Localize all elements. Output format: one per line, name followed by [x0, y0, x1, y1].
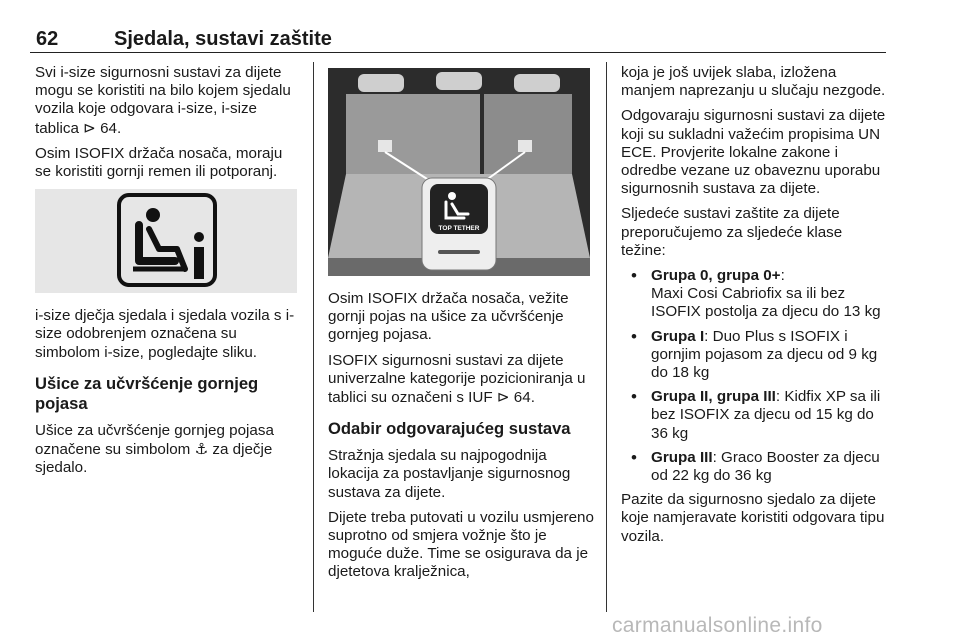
- reference-arrow-icon: ⊳: [83, 118, 96, 137]
- reference-arrow-icon: ⊳: [496, 388, 510, 407]
- paragraph: Osim ISOFIX držača nosača, moraju se koristiti gornji remen ili potporanj.: [35, 144, 283, 181]
- column-divider-1: [313, 62, 314, 612]
- cargo-area-illustration: [328, 68, 590, 276]
- list-item: • Grupa III: Graco Booster za djecu od 22 kg do 36 kg: [621, 449, 887, 485]
- column-2: [328, 64, 594, 589]
- paragraph: Osim ISOFIX držača nosača, vežite gornji pojas na ušice za učvršćenje gornjeg pojasa.: [328, 290, 569, 344]
- recommendation-list: [621, 267, 887, 485]
- watermark: carmanualsonline.info: [612, 614, 823, 637]
- list-item: • Grupa 0, grupa 0+: Maxi Cosi Cabriofix sa ili bez ISOFIX postolja za djecu do 13 kg: [621, 267, 887, 322]
- section-title: Sjedala, sustavi zaštite: [114, 28, 332, 50]
- paragraph: Svi i-size sigurnosni sustavi za dijete mogu se koristiti na bilo kojem sjedalu vozila koje odgovara i-size, i-size tablica ⊳ 64.: [35, 64, 291, 137]
- paragraph: ISOFIX sigurnosni sustavi za dijete univerzalne kategorije pozicioniranja u tablici su označeni s IUF ⊳ 64.: [328, 351, 586, 407]
- column-3: [621, 64, 887, 553]
- cargo-photo: [328, 68, 590, 276]
- subheading: Odabir odgovarajućeg sustava: [328, 419, 571, 439]
- subheading: Ušice za učvršćenje gornjeg pojasa: [35, 373, 259, 413]
- top-tether-icon: ⚓: [194, 440, 209, 459]
- paragraph: Dijete treba putovati u vozilu usmjereno suprotno od smjera vožnje što je moguće duže. Time se osigurava da je djetetova kralježnica,: [328, 508, 594, 581]
- paragraph: Odgovaraju sigurnosni sustavi za dijete koji su sukladni važećim propisima UN ECE. Provjerite lokalne zakone i odredbe vezane uz obaveznu uporabu sigurnosnih sustava za dijete.: [621, 107, 886, 198]
- page-header: [30, 28, 886, 52]
- page-reference[interactable]: 64.: [513, 389, 535, 407]
- paragraph: Sljedeće sustavi zaštite za dijete preporučujemo za sljedeće klase težine:: [621, 205, 843, 259]
- isize-figure: [35, 189, 297, 293]
- paragraph: Ušice za učvršćenje gornjeg pojasa označene su simbolom ⚓ za dječje sjedalo.: [35, 421, 274, 477]
- header-rule: [30, 52, 886, 53]
- paragraph: i-size dječja sjedala i sjedala vozila s i-size odobrenjem označena su simbolom i-size, pogledajte sliku.: [35, 307, 295, 361]
- column-1: [35, 64, 301, 484]
- page-reference[interactable]: 64.: [100, 119, 122, 137]
- paragraph: Pazite da sigurnosno sjedalo za dijete koje namjeravate koristiti odgovara tipu vozila.: [621, 491, 885, 545]
- isize-seat-icon: [35, 189, 297, 293]
- top-tether-label: TOP TETHER: [438, 225, 480, 232]
- list-item: • Grupa I: Duo Plus s ISOFIX i gornjim pojasom za djecu od 9 kg do 18 kg: [621, 328, 887, 383]
- paragraph: koja je još uvijek slaba, izložena manjem naprezanju u slučaju nezgode.: [621, 64, 886, 100]
- page-number: 62: [36, 28, 59, 50]
- paragraph: Stražnja sjedala su najpogodnija lokacija za postavljanje sigurnosnog sustava za dijete.: [328, 447, 571, 501]
- list-item: • Grupa II, grupa III: Kidfix XP sa ili bez ISOFIX za djecu od 15 kg do 36 kg: [621, 388, 887, 443]
- column-divider-2: [606, 62, 607, 612]
